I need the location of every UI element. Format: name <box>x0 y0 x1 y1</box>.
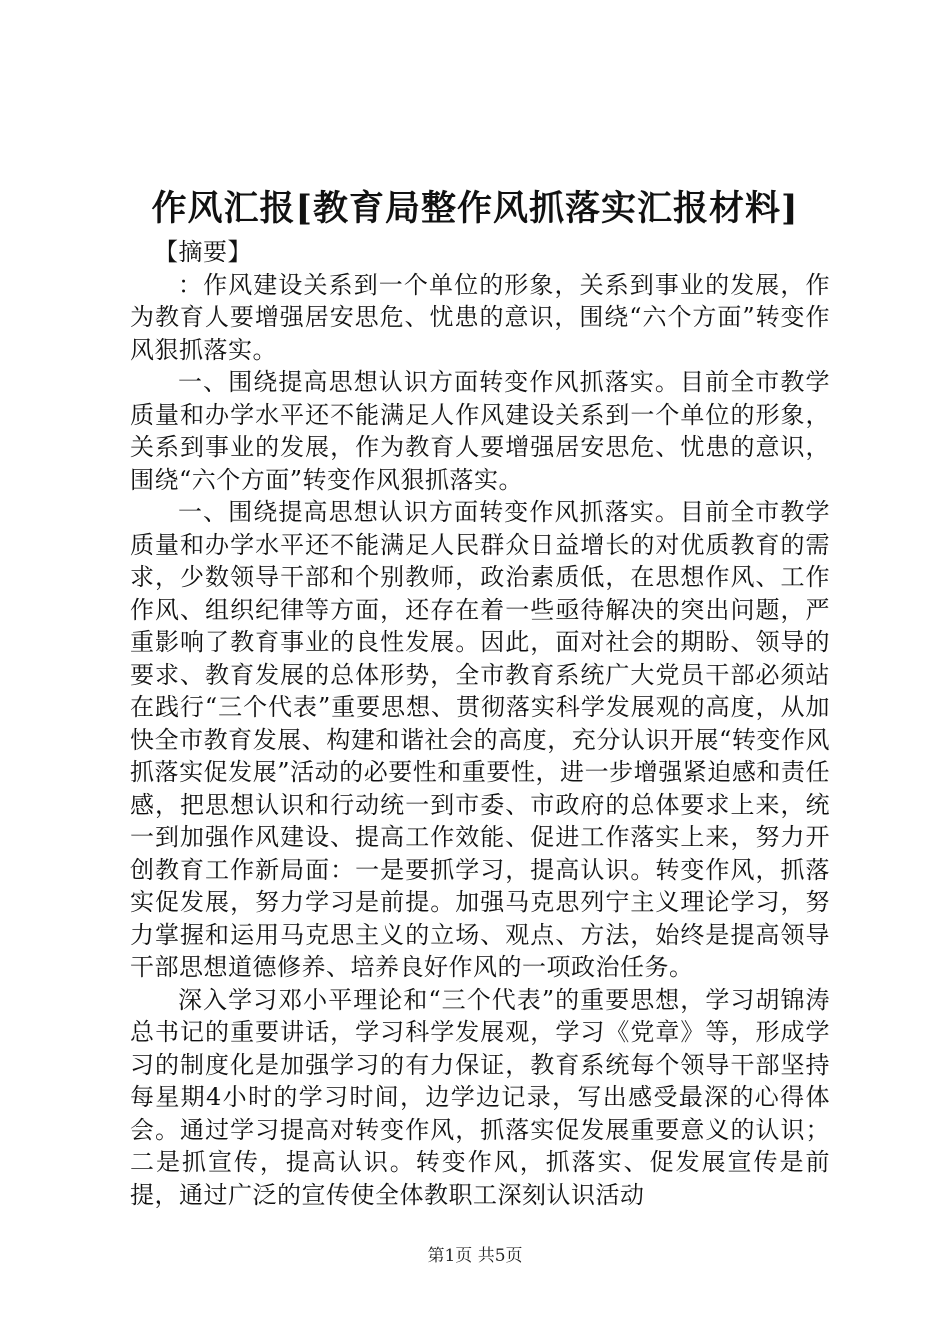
document-body <box>130 236 830 1211</box>
page-footer: 第1页 共5页 <box>427 1246 523 1266</box>
paragraph-abstract: ：作风建设关系到一个单位的形象，关系到事业的发展，作为教育人要增强居安思危、忧患的意识，围绕“六个方面”转变作风狠抓落实。 <box>130 270 830 364</box>
paragraph-2: 一、围绕提高思想认识方面转变作风抓落实。目前全市教学质量和办学水平还不能满足人民群众日益增长的对优质教育的需求，少数领导干部和个别教师，政治素质低，在思想作风、工作作风、组织纪律等方面，还存在着一些亟待解决的突出问题，严重影响了教育事业的良性发展。因此，面对社会的期盼、领导的要求、教育发展的总体形势，全市教育系统广大党员干部必须站在践行“三个代表”重要思想、贯彻落实科学发展观的高度，从加快全市教育发展、构建和谐社会的高度，充分认识开展“转变作风抓落实促发展”活动的必要性和重要性，进一步增强紧迫感和责任感，把思想认识和行动统一到市委、市政府的总体要求上来，统一到加强作风建设、提高工作效能、促进工作落实上来，努力开创教育工作新局面：一是要抓学习，提高认识。转变作风，抓落实促发展，努力学习是前提。加强马克思列宁主义理论学习，努力掌握和运用马克思主义的立场、观点、方法，始终是提高领导干部思想道德修养、培养良好作风的一项政治任务。 <box>130 498 830 981</box>
document-title: 作风汇报[教育局整作风抓落实汇报材料] <box>151 188 799 229</box>
paragraph-3: 深入学习邓小平理论和“三个代表”的重要思想，学习胡锦涛总书记的重要讲话，学习科学发展观，学习《党章》等，形成学习的制度化是加强学习的有力保证，教育系统每个领导干部坚持每星期4小时的学习时间，边学边记录，写出感受最深的心得体会。通过学习提高对转变作风，抓落实促发展重要意义的认识；二是抓宣传，提高认识。转变作风，抓落实、促发展宣传是前提，通过广泛的宣传使全体教职工深刻认识活动 <box>130 985 830 1209</box>
abstract-label: 【摘要】 <box>154 238 252 266</box>
paragraph-1: 一、围绕提高思想认识方面转变作风抓落实。目前全市教学质量和办学水平还不能满足人作风建设关系到一个单位的形象，关系到事业的发展，作为教育人要增强居安思危、忧患的意识，围绕“六个方面”转变作风狠抓落实。 <box>130 368 830 494</box>
